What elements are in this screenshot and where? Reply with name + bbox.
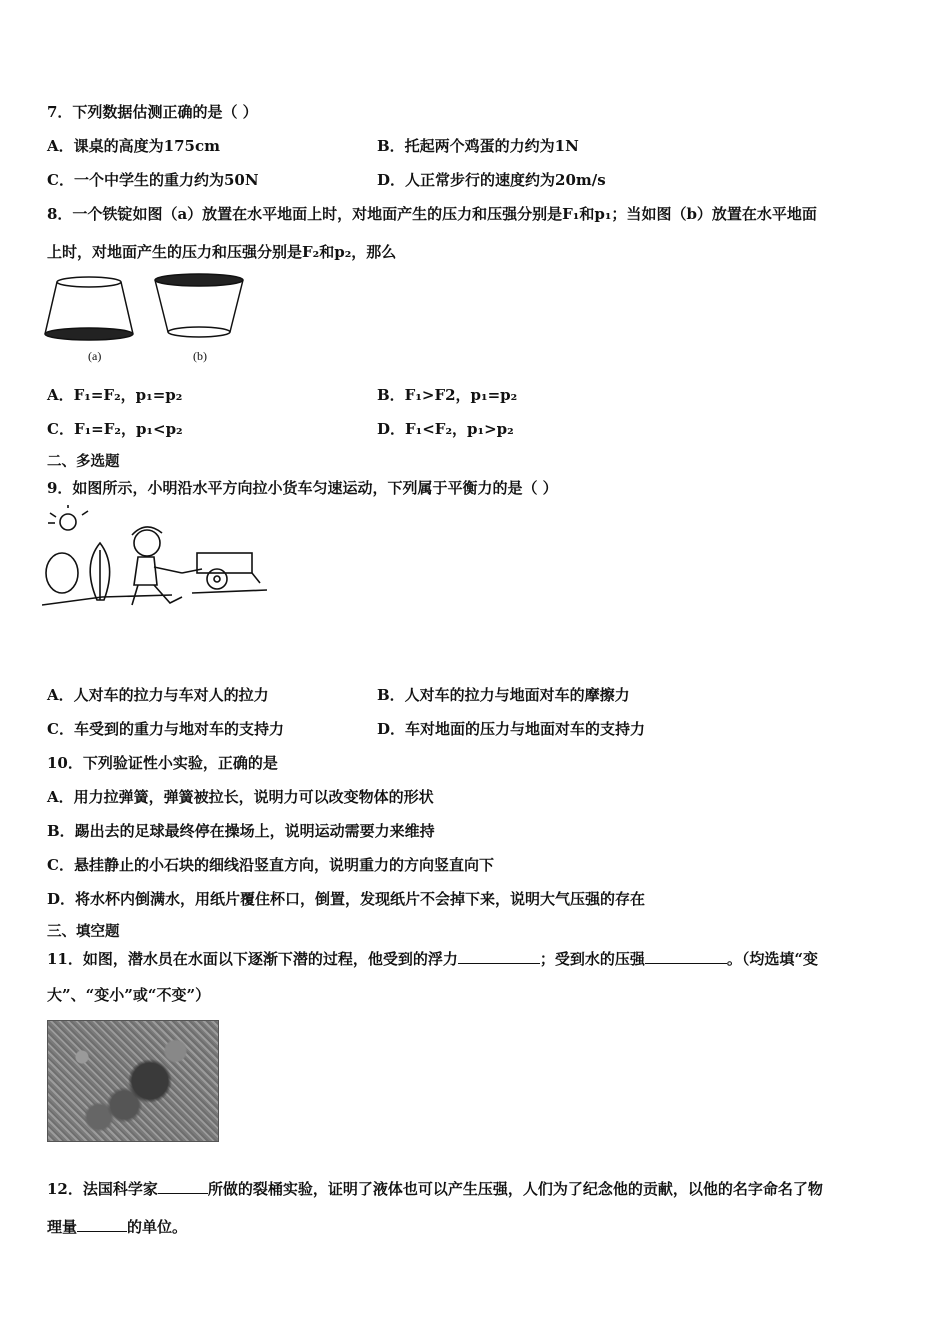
boy-head bbox=[134, 530, 160, 556]
q11-text-part2: ；受到水的压强 bbox=[539, 950, 645, 968]
frustum-b-shape bbox=[155, 274, 243, 337]
diver-photo bbox=[47, 1020, 219, 1142]
q8-stem-line1: 8．一个铁锭如图（a）放置在水平地面上时，对地面产生的压力和压强分别是F₁和p₁；当如图（b）放置在水平地面 bbox=[47, 205, 817, 223]
q7-option-c: C．一个中学生的重力约为50N bbox=[47, 171, 259, 189]
q8-frustum-figure bbox=[42, 272, 252, 367]
cart-wheel-icon bbox=[207, 569, 227, 589]
q10-option-c: C．悬挂静止的小石块的细线沿竖直方向，说明重力的方向竖直向下 bbox=[47, 856, 494, 874]
q9-stem: 9．如图所示，小明沿水平方向拉小货车匀速运动，下列属于平衡力的是（ ） bbox=[47, 479, 558, 497]
fig-label-b: (b) bbox=[193, 349, 207, 363]
section-multiple-choice: 二、多选题 bbox=[47, 453, 120, 470]
cart-body bbox=[197, 553, 252, 573]
q11-blank-pressure[interactable] bbox=[645, 948, 727, 964]
q12-blank-scientist[interactable] bbox=[158, 1178, 208, 1194]
frustum-a-shape bbox=[45, 277, 133, 340]
q8-option-b: B．F₁>F2，p₁=p₂ bbox=[377, 386, 518, 404]
q9-option-d: D．车对地面的压力与地面对车的支持力 bbox=[377, 720, 646, 738]
q12-text-part1: 12．法国科学家 bbox=[47, 1180, 158, 1198]
q11-text-part3: 。（均选填“变 bbox=[726, 950, 819, 968]
q11-blank-buoyancy[interactable] bbox=[458, 948, 540, 964]
q8-option-d: D．F₁<F₂，p₁>p₂ bbox=[377, 420, 514, 438]
q11-line1 bbox=[47, 948, 818, 969]
bush-icon bbox=[46, 553, 78, 593]
q8-option-c: C．F₁=F₂，p₁<p₂ bbox=[47, 420, 183, 438]
q10-option-a: A．用力拉弹簧，弹簧被拉长，说明力可以改变物体的形状 bbox=[47, 788, 434, 806]
fig-label-a: (a) bbox=[88, 349, 102, 363]
q8-option-a: A．F₁=F₂，p₁=p₂ bbox=[47, 386, 183, 404]
sun-icon bbox=[60, 514, 76, 530]
q12-text-part2: 所做的裂桶实验，证明了液体也可以产生压强，人们为了纪念他的贡献，以他的名字命名了物 bbox=[207, 1180, 823, 1198]
boy-body bbox=[134, 557, 157, 585]
q10-option-b: B．踢出去的足球最终停在操场上，说明运动需要力来维持 bbox=[47, 822, 435, 840]
q12-line2 bbox=[47, 1216, 187, 1237]
q9-option-a: A．人对车的拉力与车对人的拉力 bbox=[47, 686, 269, 704]
q9-option-b: B．人对车的拉力与地面对车的摩擦力 bbox=[377, 686, 630, 704]
q7-option-a: A．课桌的高度为175cm bbox=[47, 137, 220, 155]
q12-line1 bbox=[47, 1178, 823, 1199]
scene-drawing bbox=[42, 505, 267, 605]
q11-line2: 大”、“变小”或“不变”） bbox=[47, 986, 211, 1004]
section-fill-in: 三、填空题 bbox=[47, 923, 120, 940]
q10-stem: 10．下列验证性小实验，正确的是 bbox=[47, 754, 278, 772]
q9-option-c: C．车受到的重力与地对车的支持力 bbox=[47, 720, 284, 738]
q7-option-d: D．人正常步行的速度约为20m/s bbox=[377, 171, 606, 189]
q12-blank-quantity[interactable] bbox=[77, 1216, 127, 1232]
q8-stem-line2: 上时，对地面产生的压力和压强分别是F₂和p₂，那么 bbox=[47, 243, 397, 261]
q11-text-part1: 11．如图，潜水员在水面以下逐渐下潜的过程，他受到的浮力 bbox=[47, 950, 458, 968]
q7-stem: 7．下列数据估测正确的是（ ） bbox=[47, 103, 258, 121]
q7-option-b: B．托起两个鸡蛋的力约为1N bbox=[377, 137, 579, 155]
q12-text-part4: 的单位。 bbox=[127, 1218, 188, 1236]
q10-option-d: D．将水杯内倒满水，用纸片覆住杯口，倒置，发现纸片不会掉下来，说明大气压强的存在 bbox=[47, 890, 646, 908]
q12-text-part3: 理量 bbox=[47, 1218, 78, 1236]
q9-cart-figure bbox=[42, 505, 267, 615]
